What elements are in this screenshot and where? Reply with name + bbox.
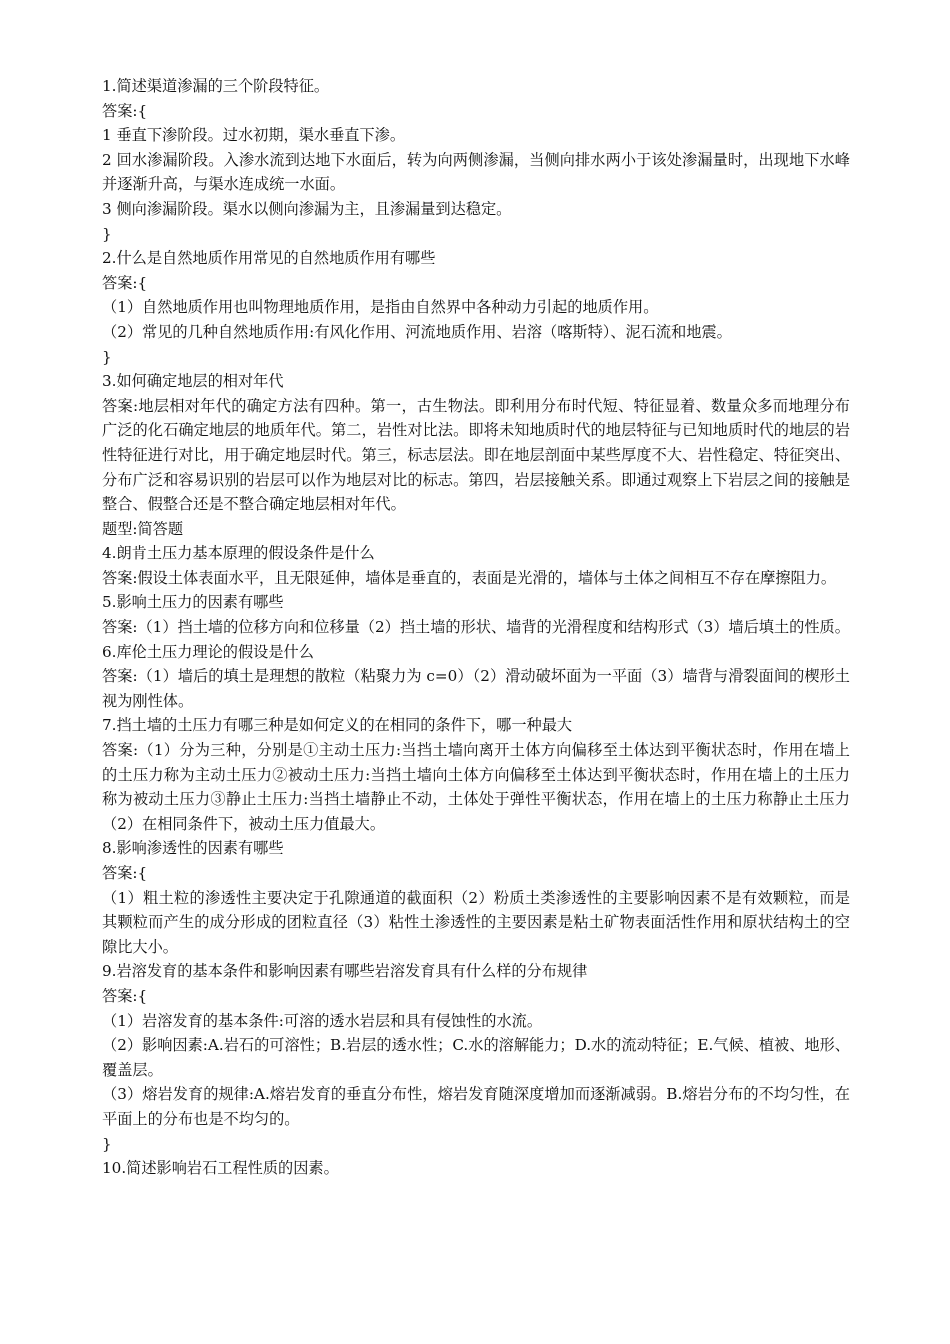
q5-title: 5.影响土压力的因素有哪些	[102, 593, 284, 612]
answer-label: 答案:{	[102, 101, 148, 120]
q4-title: 4.朗肯土压力基本原理的假设条件是什么	[102, 544, 375, 563]
q6-title: 6.库伦土压力理论的假设是什么	[102, 642, 314, 661]
q2-title: 2.什么是自然地质作用常见的自然地质作用有哪些	[102, 249, 436, 268]
answer-item: （2）常见的几种自然地质作用:有风化作用、河流地质作用、岩溶（喀斯特）、泥石流和地震。	[102, 322, 732, 341]
answer-label: 答案:{	[102, 864, 148, 882]
answer-paragraph: 答案:地层相对年代的确定方法有四种。第一，古生物法。即利用分布时代短、特征显着、数量众多而地理分布广泛的化石确定地层的地质年代。第二，岩性对比法。即将未知地质时代的地层特征与已知地质时代的地层的岩性特征进行对比，用于确定地层时代。第三，标志层法。即在地层剖面中某些厚度不大、岩性稳定、特征突出、分布广泛和容易识别的岩层可以作为地层对比的标志。第四，岩层接触关系。即通过观察上下岩层之间的接触是整合、假整合还是不整合确定地层相对年代。	[102, 396, 850, 514]
answer-item: 3 侧向渗漏阶段。渠水以侧向渗漏为主，且渗漏量到达稳定。	[102, 199, 512, 218]
closing-brace: }	[102, 1134, 112, 1153]
answer-item: （3）熔岩发育的规律:A.熔岩发育的垂直分布性，熔岩发育随深度增加而逐渐减弱。B.熔岩分布的不均匀性，在平面上的分布也是不均匀的。	[102, 1085, 850, 1128]
q8-title: 8.影响渗透性的因素有哪些	[102, 839, 284, 858]
answer-item: （2）影响因素:A.岩石的可溶性；B.岩层的透水性；C.水的溶解能力；D.水的流动特征；E.气候、植被、地形、覆盖层。	[102, 1036, 850, 1079]
answer-item: 2 回水渗漏阶段。入渗水流到达地下水面后，转为向两侧渗漏，当侧向排水两小于该处渗漏量时，出现地下水峰并逐渐升高，与渠水连成统一水面。	[102, 150, 850, 194]
closing-brace: }	[102, 224, 112, 243]
answer-paragraph: 答案:（1）挡土墙的位移方向和位移量（2）挡土墙的形状、墙背的光滑程度和结构形式（3）墙后填土的性质。	[102, 618, 850, 637]
answer-item: （1）岩溶发育的基本条件:可溶的透水岩层和具有侵蚀性的水流。	[102, 1011, 543, 1030]
q1-title: 1.简述渠道渗漏的三个阶段特征。	[102, 77, 330, 95]
answer-paragraph: 答案:假设土体表面水平，且无限延伸，墙体是垂直的，表面是光滑的，墙体与土体之间相互不存在摩擦阻力。	[102, 568, 837, 587]
document-body	[102, 74, 850, 1181]
answer-item: （1）粗土粒的渗透性主要决定于孔隙通道的截面积（2）粉质土类渗透性的主要影响因素不是有效颗粒，而是其颗粒而产生的成分形成的团粒直径（3）粘性土渗透性的主要因素是粘土矿物表面活性作用和原状结构土的空隙比大小。	[102, 888, 850, 956]
answer-paragraph: 答案:（1）分为三种，分别是①主动土压力:当挡土墙向离开土体方向偏移至土体达到平衡状态时，作用在墙上的土压力称为主动土压力②被动土压力:当挡土墙向土体方向偏移至土体达到平衡状态时，作用在墙上的土压力称为被动土压力③静止土压力:当挡土墙静止不动，土体处于弹性平衡状态，作用在墙上的土压力称静止土压力（2）在相同条件下，被动土压力值最大。	[102, 741, 850, 833]
q10-title: 10.简述影响岩石工程性质的因素。	[102, 1159, 339, 1178]
answer-item: （1）自然地质作用也叫物理地质作用，是指由自然界中各种动力引起的地质作用。	[102, 298, 659, 317]
answer-label: 答案:{	[102, 986, 148, 1005]
question-type: 题型:简答题	[102, 519, 184, 538]
q7-title: 7.挡土墙的土压力有哪三种是如何定义的在相同的条件下，哪一种最大	[102, 716, 573, 735]
q3-title: 3.如何确定地层的相对年代	[102, 372, 284, 391]
q9-title: 9.岩溶发育的基本条件和影响因素有哪些岩溶发育具有什么样的分布规律	[102, 962, 588, 981]
answer-item: 1 垂直下渗阶段。过水初期，渠水垂直下渗。	[102, 126, 406, 145]
answer-paragraph: 答案:（1）墙后的填土是理想的散粒（粘聚力为 c=0）（2）滑动破坏面为一平面（3）墙背与滑裂面间的楔形土视为刚性体。	[102, 667, 850, 710]
closing-brace: }	[102, 347, 112, 366]
answer-label: 答案:{	[102, 273, 148, 292]
